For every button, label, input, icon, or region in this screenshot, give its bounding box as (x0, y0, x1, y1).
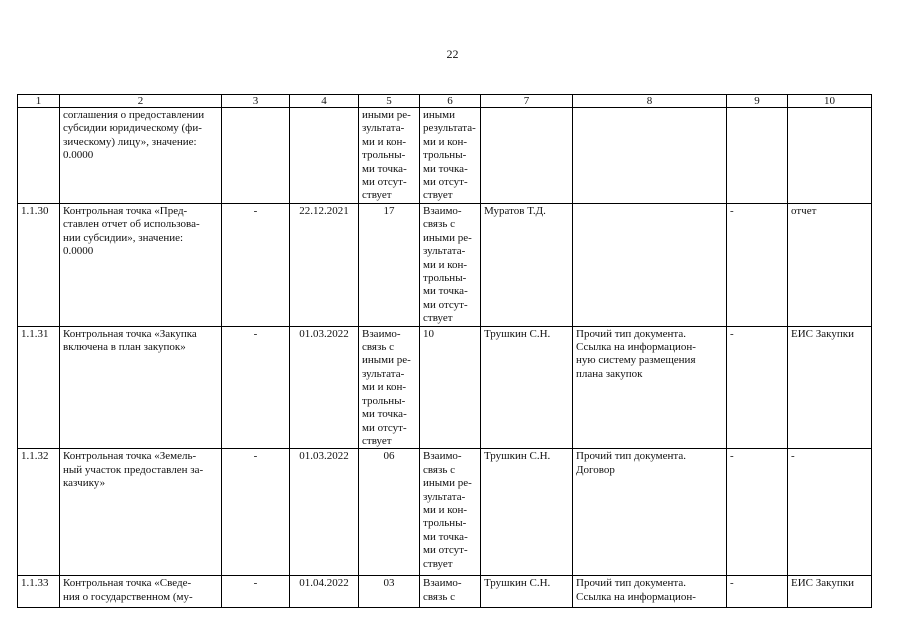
cell-text-line: зультата- (362, 122, 405, 135)
cell-text-line: результата- (423, 122, 476, 135)
cell-text-line: Взаимо- (423, 577, 462, 590)
cell-text-line: трольны- (362, 149, 406, 162)
cell-text-line: связь с (423, 590, 455, 603)
cell-text-line: 17 (383, 205, 395, 217)
cell-text-line: ствует (362, 189, 392, 202)
cell-text-line: ми точка- (362, 408, 407, 421)
cell-text-line: Ссылка на информацион- (576, 590, 696, 603)
document-type-cell (573, 576, 727, 608)
cell-text-line: 0.0000 (63, 245, 94, 258)
cell-text-line: трольны- (423, 272, 467, 285)
cell-text-line: ми точка- (423, 162, 468, 175)
column-header: 5 (359, 95, 420, 108)
cell-text-line: ми и кон- (362, 135, 407, 148)
system-cell: - (788, 449, 872, 576)
responsible-cell: Трушкин С.Н. (481, 449, 573, 576)
row-number-cell: 1.1.33 (18, 576, 60, 608)
control-point-name-cell (60, 204, 222, 327)
cell-text-line: ми и кон- (423, 503, 468, 516)
column-9-cell: - (727, 449, 788, 576)
column-5-cell (359, 204, 420, 327)
cell-text-line: ми отсут- (423, 176, 468, 189)
cell-text-line: Взаимо- (362, 327, 401, 340)
cell-text-line: трольны- (423, 517, 467, 530)
page-number: 22 (446, 47, 459, 61)
column-3-cell: - (222, 204, 290, 327)
column-header: 3 (222, 95, 290, 108)
cell-text-line: 10 (423, 327, 434, 340)
cell-text-line: зультата- (423, 245, 466, 258)
cell-text-line: трольны- (423, 149, 467, 162)
column-6-cell (420, 576, 481, 608)
control-point-name-cell (60, 576, 222, 608)
column-6-cell (420, 449, 481, 576)
cell-text-line: Взаимо- (423, 450, 462, 463)
column-6-cell (420, 108, 481, 204)
column-5-cell (359, 449, 420, 576)
document-type-cell (573, 449, 727, 576)
column-header: 7 (481, 95, 573, 108)
table-row (18, 204, 872, 327)
cell-text-line: связь с (423, 218, 455, 231)
cell-text-line: казчику» (63, 477, 106, 490)
cell-text-line: ми точка- (362, 162, 407, 175)
table-header-row (18, 95, 872, 108)
cell-text-line: ми отсут- (362, 176, 407, 189)
row-number-cell (18, 108, 60, 204)
cell-text-line: Прочий тип документа. (576, 577, 686, 590)
cell-text-line: Контрольная точка «Пред- (63, 205, 188, 217)
cell-text-line: Прочий тип документа. (576, 450, 686, 463)
column-3-cell: - (222, 326, 290, 449)
cell-text-line: ми отсут- (362, 421, 407, 434)
responsible-cell: Муратов Т.Д. (481, 204, 573, 327)
date-cell: 22.12.2021 (290, 204, 359, 327)
cell-text-line: ми отсут- (423, 298, 468, 311)
column-9-cell: - (727, 204, 788, 327)
responsible-cell (481, 108, 573, 204)
row-number-cell: 1.1.32 (18, 449, 60, 576)
control-points-table (17, 94, 872, 608)
date-cell: 01.03.2022 (290, 449, 359, 576)
document-type-cell (573, 108, 727, 204)
responsible-cell: Трушкин С.Н. (481, 576, 573, 608)
cell-text-line: соглашения о предоставлении (63, 109, 205, 121)
cell-text-line: нии субсидии», значение: (63, 231, 184, 244)
column-6-cell (420, 204, 481, 327)
column-5-cell (359, 326, 420, 449)
table-row (18, 326, 872, 449)
column-9-cell: - (727, 326, 788, 449)
cell-text-line: иными ре- (362, 109, 411, 121)
column-header: 10 (788, 95, 872, 108)
column-header: 9 (727, 95, 788, 108)
cell-text-line: Контрольная точка «Земель- (63, 450, 197, 463)
system-cell: отчет (788, 204, 872, 327)
cell-text-line: ствует (362, 434, 392, 447)
date-cell: 01.03.2022 (290, 326, 359, 449)
cell-text-line: ствует (423, 189, 453, 202)
control-point-name-cell (60, 108, 222, 204)
cell-text-line: связь с (423, 463, 455, 476)
cell-text-line: ставлен отчет об использова- (63, 218, 200, 231)
cell-text-line: ствует (423, 312, 453, 325)
cell-text-line: 03 (383, 577, 395, 590)
cell-text-line: иными ре- (423, 231, 472, 244)
cell-text-line: ми отсут- (423, 544, 468, 557)
table-row (18, 449, 872, 576)
row-number-cell: 1.1.30 (18, 204, 60, 327)
cell-text-line: трольны- (362, 394, 406, 407)
cell-text-line: плана закупок (576, 367, 643, 380)
date-cell (290, 108, 359, 204)
column-3-cell (222, 108, 290, 204)
cell-text-line: зультата- (423, 490, 466, 503)
cell-text-line: иными ре- (423, 477, 472, 490)
column-header: 6 (420, 95, 481, 108)
column-5-cell (359, 108, 420, 204)
cell-text-line: Взаимо- (423, 205, 462, 217)
column-header: 4 (290, 95, 359, 108)
column-header: 2 (60, 95, 222, 108)
system-cell (788, 108, 872, 204)
cell-text-line: зическому) лицу», значение: (63, 135, 197, 148)
cell-text-line: Прочий тип документа. (576, 327, 686, 340)
table-row (18, 108, 872, 204)
cell-text-line: Контрольная точка «Сведе- (63, 577, 192, 590)
column-header: 8 (573, 95, 727, 108)
column-9-cell (727, 108, 788, 204)
cell-text-line: иными (423, 109, 456, 121)
cell-text-line: ния о государственном (му- (63, 590, 193, 603)
column-6-cell (420, 326, 481, 449)
column-5-cell (359, 576, 420, 608)
system-cell: ЕИС Закупки (788, 326, 872, 449)
cell-text-line: Контрольная точка «Закупка (63, 327, 197, 340)
cell-text-line: связь с (362, 341, 394, 354)
cell-text-line: Договор (576, 463, 615, 476)
control-point-name-cell (60, 449, 222, 576)
date-cell: 01.04.2022 (290, 576, 359, 608)
system-cell: ЕИС Закупки (788, 576, 872, 608)
cell-text-line: 06 (383, 450, 395, 463)
column-9-cell: - (727, 576, 788, 608)
cell-text-line: ми и кон- (423, 135, 468, 148)
cell-text-line: ми и кон- (423, 258, 468, 271)
document-type-cell (573, 204, 727, 327)
cell-text-line: субсидии юридическому (фи- (63, 122, 202, 135)
control-point-name-cell (60, 326, 222, 449)
cell-text-line: Ссылка на информацион- (576, 341, 696, 354)
cell-text-line: ми и кон- (362, 381, 407, 394)
cell-text-line: зультата- (362, 367, 405, 380)
column-3-cell: - (222, 449, 290, 576)
cell-text-line: ствует (423, 557, 453, 570)
cell-text-line: ный участок предоставлен за- (63, 463, 204, 476)
cell-text-line: 0.0000 (63, 149, 94, 162)
cell-text-line: ную систему размещения (576, 354, 696, 367)
cell-text-line: иными ре- (362, 354, 411, 367)
table-row (18, 576, 872, 608)
column-3-cell: - (222, 576, 290, 608)
cell-text-line: ми точка- (423, 285, 468, 298)
row-number-cell: 1.1.31 (18, 326, 60, 449)
cell-text-line: включена в план закупок» (63, 341, 186, 354)
document-type-cell (573, 326, 727, 449)
column-header: 1 (18, 95, 60, 108)
responsible-cell: Трушкин С.Н. (481, 326, 573, 449)
cell-text-line: ми точка- (423, 530, 468, 543)
